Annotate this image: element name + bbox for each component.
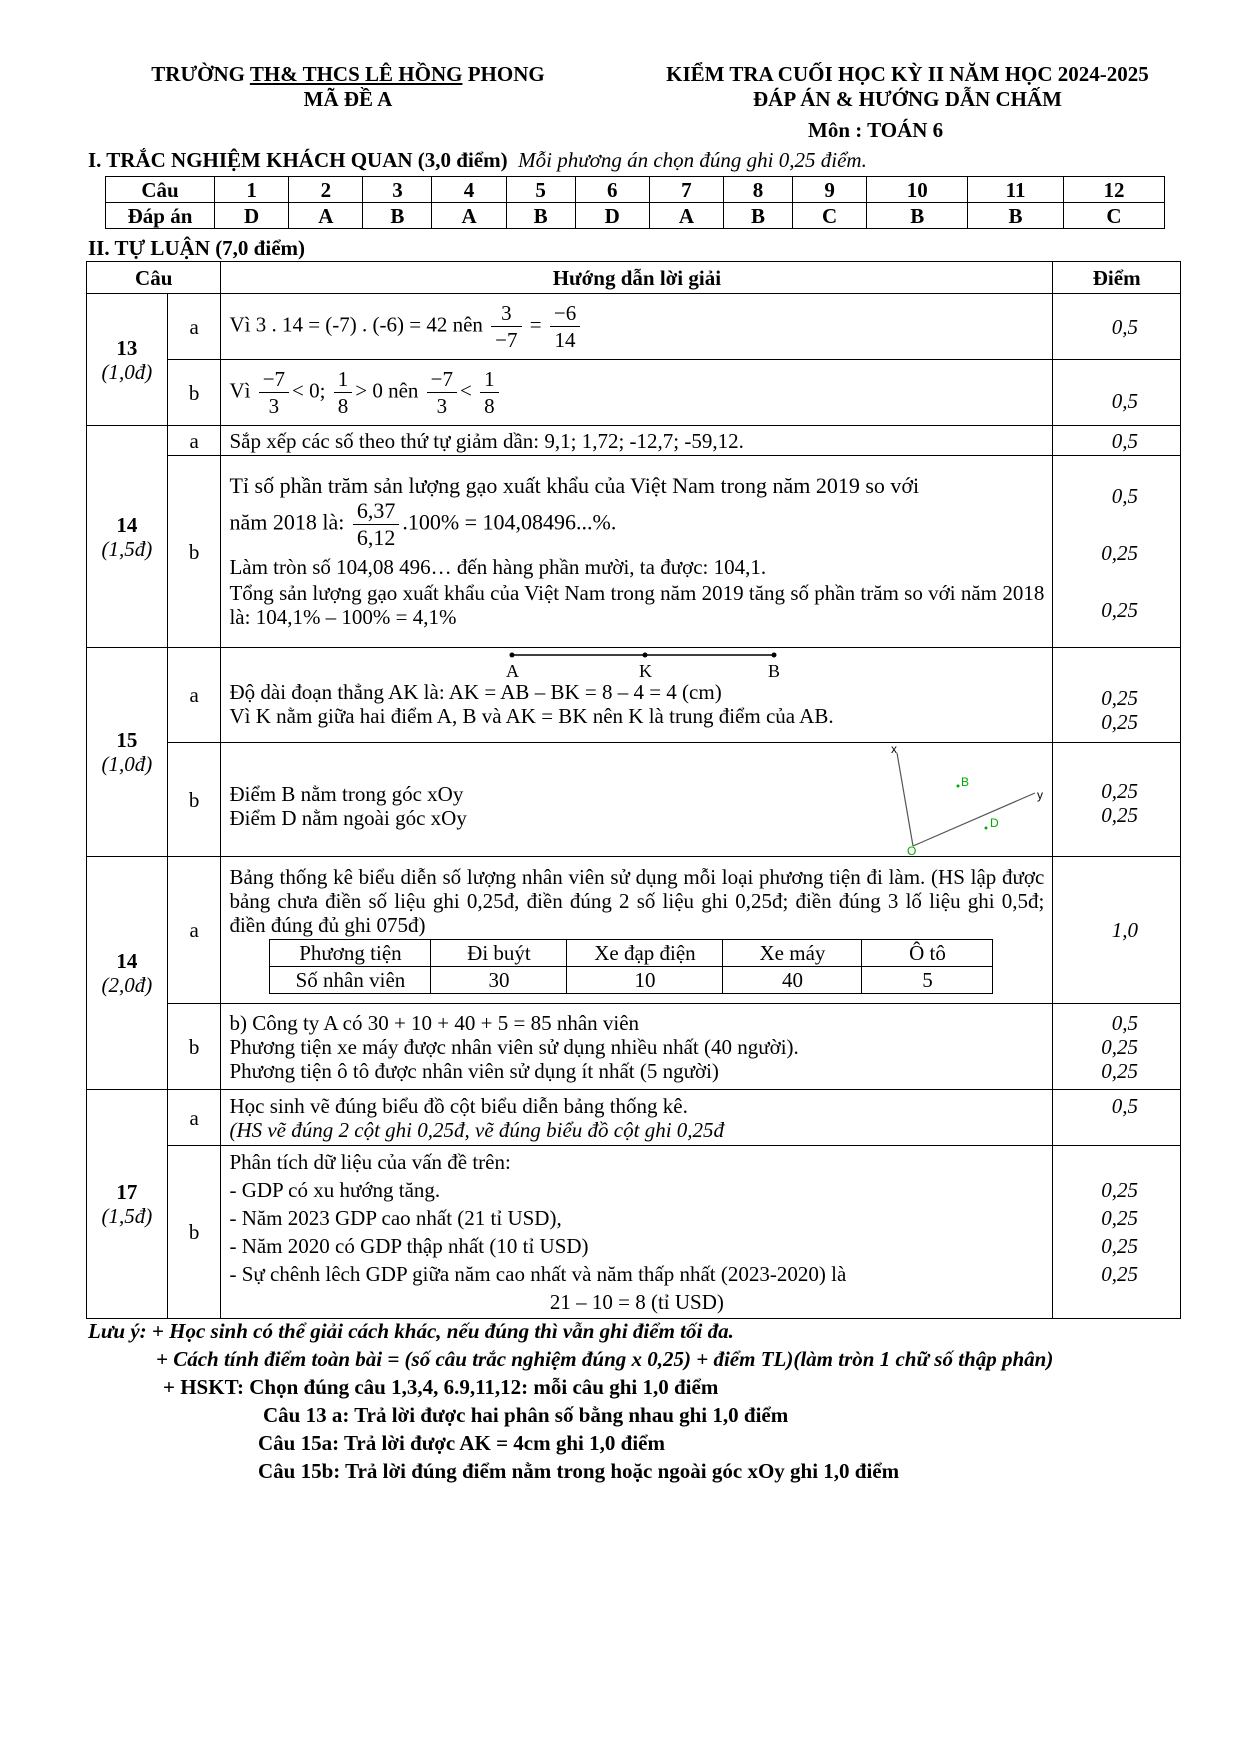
multiple-choice-table xyxy=(105,176,1165,229)
q15-label: 15 (1,0đ) xyxy=(87,648,168,857)
q16a-solution: Bảng thống kê biểu diễn số lượng nhân viên sử dụng mỗi loại phương tiện đi làm. (HS lập được bảng chưa điền số liệu ghi 0,25đ, điền đúng 2 số liệu ghi 0,25đ; điền đúng 3 lố liệu ghi 0,5đ; điền đúng đủ ghi 075đ) Phương tiện Đi buýt Xe đạp điện Xe máy Ô tô Số nhân viên 30 10 40 5 xyxy=(221,857,1053,1004)
mc-a: A xyxy=(289,203,363,229)
mc-label-answer: Đáp án xyxy=(106,203,215,229)
col-points: Điểm xyxy=(1053,262,1181,294)
fraction: $\frac{1}{8}$ xyxy=(480,366,499,419)
subject: Môn : TOÁN 6 xyxy=(808,118,944,142)
fraction: $\frac{-7}{3}$ xyxy=(259,366,289,419)
mc-q: 1 xyxy=(215,177,289,203)
mc-a: B xyxy=(724,203,793,229)
mc-q: 10 xyxy=(867,177,968,203)
mc-q: 7 xyxy=(649,177,723,203)
label-b: B xyxy=(768,661,781,680)
mc-a: B xyxy=(363,203,432,229)
point-k xyxy=(643,653,648,658)
mc-a: A xyxy=(649,203,723,229)
q16a-row: 14 (2,0đ) a Bảng thống kê biểu diễn số lượng nhân viên sử dụng mỗi loại phương tiện đi làm. (HS lập được bảng chưa điền số liệu ghi 0,25đ, điền đúng 2 số liệu ghi 0,25đ; điền đúng 3 lố liệu ghi 0,5đ; điền đúng đủ ghi 075đ) Phương tiện Đi buýt Xe đạp điện Xe máy Ô tô Số nhân viên 30 10 40 5 1,0 xyxy=(87,857,1181,1004)
q16-label: 14 (2,0đ) xyxy=(87,857,168,1090)
label-a: A xyxy=(506,661,520,680)
note-line: + HSKT: Chọn đúng câu 1,3,4, 6.9,11,12: mỗi câu ghi 1,0 điểm xyxy=(163,1375,719,1399)
fraction: $\frac{6,37}{6,12}$ xyxy=(353,498,400,551)
note-line: Câu 15a: Trả lời được AK = 4cm ghi 1,0 điểm xyxy=(258,1431,665,1455)
q15b-points: 0,25 0,25 xyxy=(1053,743,1181,857)
school-name: TRƯỜNG TH& THCS LÊ HỒNG PHONG xyxy=(151,62,545,86)
mc-q: 3 xyxy=(363,177,432,203)
mc-q: 4 xyxy=(432,177,506,203)
fraction: $\frac{-7}{3}$ xyxy=(427,366,457,419)
q17a-points: 0,5 xyxy=(1053,1090,1181,1146)
mc-a: B xyxy=(867,203,968,229)
q17b-solution: Phân tích dữ liệu của vấn đề trên: - GDP có xu hướng tăng. - Năm 2023 GDP cao nhất (21 tỉ USD), - Năm 2020 có GDP thập nhất (10 tỉ USD) - Sự chênh lêch GDP giữa năm cao nhất và năm thấp nhất (2023-2020) là 21 – 10 = 8 (tỉ USD) xyxy=(221,1146,1053,1319)
q14b-row: b Tỉ số phần trăm sản lượng gạo xuất khẩu của Việt Nam trong năm 2019 so với năm 2018 là: $\frac{6,37}{6,12}$ .100% = 104,08496...%. Làm tròn số 104,08 496… đến hàng phần mười, ta được: 104,1. Tổng sản lượng gạo xuất khẩu của Việt Nam trong năm 2019 tăng số phần trăm so với năm 2018 là: 104,1% – 100% = 4,1% 0,5 0,25 0,25 xyxy=(87,456,1181,648)
essay-header-row xyxy=(87,262,1181,294)
q13b-solution: Vì $\frac{-7}{3}$ < 0; $\frac{1}{8}$ > 0 nên $\frac{-7}{3}$ < $\frac{1}{8}$ xyxy=(221,360,1053,426)
notes xyxy=(88,1317,1178,1485)
label-b: B xyxy=(961,775,970,789)
dot-b xyxy=(957,785,960,788)
label-o: O xyxy=(907,844,917,855)
q17a-row: 17 (1,5đ) a Học sinh vẽ đúng biểu đồ cột biểu diễn bảng thống kê. (HS vẽ đúng 2 cột ghi 0,25đ, vẽ đúng biểu đồ cột ghi 0,25đ 0,5 xyxy=(87,1090,1181,1146)
exam-code: MÃ ĐỀ A xyxy=(303,87,393,111)
mc-answer-row xyxy=(106,203,1165,229)
ray-ox xyxy=(897,753,913,846)
point-a xyxy=(510,653,515,658)
col-guide: Hướng dẫn lời giải xyxy=(221,262,1053,294)
fraction: $\frac{3}{-7}$ xyxy=(491,300,521,353)
mc-a: C xyxy=(792,203,866,229)
angle-diagram xyxy=(877,743,1052,855)
q16b-row: b b) Công ty A có 30 + 10 + 40 + 5 = 85 nhân viên Phương tiện xe máy được nhân viên sử dụng nhiều nhất (40 người). Phương tiện ô tô được nhân viên sử dụng ít nhất (5 người) 0,5 0,25 0,25 xyxy=(87,1004,1181,1090)
mc-question-row xyxy=(106,177,1165,203)
mc-a: B xyxy=(968,203,1064,229)
mc-q: 9 xyxy=(792,177,866,203)
label-d: D xyxy=(990,816,999,830)
note-line: + Cách tính điểm toàn bài = (số câu trắc nghiệm đúng x 0,25) + điểm TL)(làm tròn 1 chữ số thập phân) xyxy=(156,1347,1054,1371)
mc-label-question: Câu xyxy=(106,177,215,203)
point-b xyxy=(772,653,777,658)
q13a-points: 0,5 xyxy=(1053,294,1181,360)
mc-q: 2 xyxy=(289,177,363,203)
fraction: $\frac{-6}{14}$ xyxy=(550,300,580,353)
col-question: Câu xyxy=(87,262,221,294)
mc-a: B xyxy=(506,203,575,229)
header-right xyxy=(615,62,1200,112)
fraction: $\frac{1}{8}$ xyxy=(334,366,353,419)
mc-a: A xyxy=(432,203,506,229)
q13a-row: 13 (1,0đ) a Vì 3 . 14 = (-7) . (-6) = 42 nên $\frac{3}{-7}$ = $\frac{-6}{14}$ 0,5 xyxy=(87,294,1181,360)
label-x: x xyxy=(891,743,898,756)
mc-q: 8 xyxy=(724,177,793,203)
mc-a: C xyxy=(1063,203,1164,229)
q16b-solution: b) Công ty A có 30 + 10 + 40 + 5 = 85 nhân viên Phương tiện xe máy được nhân viên sử dụng nhiều nhất (40 người). Phương tiện ô tô được nhân viên sử dụng ít nhất (5 người) xyxy=(221,1004,1053,1090)
q13b-row: b Vì $\frac{-7}{3}$ < 0; $\frac{1}{8}$ > 0 nên $\frac{-7}{3}$ < $\frac{1}{8}$ 0,5 xyxy=(87,360,1181,426)
note-line: Câu 13 a: Trả lời được hai phân số bằng nhau ghi 1,0 điểm xyxy=(263,1403,789,1427)
q13b-points: 0,5 xyxy=(1053,360,1181,426)
header-left xyxy=(88,62,608,112)
q13a-solution: Vì 3 . 14 = (-7) . (-6) = 42 nên $\frac{3}{-7}$ = $\frac{-6}{14}$ xyxy=(221,294,1053,360)
note-line: Lưu ý: + Học sinh có thể giải cách khác, nếu đúng thì vẫn ghi điểm tối đa. xyxy=(88,1319,734,1343)
q15a-solution: A K B Độ dài đoạn thẳng AK là: AK = AB – BK = 8 – 4 = 4 (cm) Vì K nằm giữa hai điểm A, B và AK = BK nên K là trung điểm của AB. xyxy=(221,648,1053,743)
mc-a: D xyxy=(215,203,289,229)
mc-q: 5 xyxy=(506,177,575,203)
section1-title: I. TRẮC NGHIỆM KHÁCH QUAN (3,0 điểm) Mỗi phương án chọn đúng ghi 0,25 điểm. xyxy=(88,148,867,172)
segment-diagram xyxy=(229,650,1029,680)
q17b-row: b Phân tích dữ liệu của vấn đề trên: - GDP có xu hướng tăng. - Năm 2023 GDP cao nhất (21 tỉ USD), - Năm 2020 có GDP thập nhất (10 tỉ USD) - Sự chênh lêch GDP giữa năm cao nhất và năm thấp nhất (2023-2020) là 21 – 10 = 8 (tỉ USD) 0,25 0,25 0,25 0,25 xyxy=(87,1146,1181,1319)
mc-q: 6 xyxy=(575,177,649,203)
mc-q: 12 xyxy=(1063,177,1164,203)
q14b-points: 0,5 0,25 0,25 xyxy=(1053,456,1181,648)
ray-oy xyxy=(913,793,1035,846)
exam-title: KIỂM TRA CUỐI HỌC KỲ II NĂM HỌC 2024-2025 xyxy=(666,62,1149,86)
transport-header: Phương tiện Đi buýt Xe đạp điện Xe máy Ô tô xyxy=(270,939,993,966)
q14a-points: 0,5 xyxy=(1053,426,1181,456)
q17b-points: 0,25 0,25 0,25 0,25 xyxy=(1053,1146,1181,1319)
note-line: Câu 15b: Trả lời đúng điểm nằm trong hoặc ngoài góc xOy ghi 1,0 điểm xyxy=(258,1459,900,1483)
mc-a: D xyxy=(575,203,649,229)
q14b-solution: Tỉ số phần trăm sản lượng gạo xuất khẩu của Việt Nam trong năm 2019 so với năm 2018 là: $\frac{6,37}{6,12}$ .100% = 104,08496...%. Làm tròn số 104,08 496… đến hàng phần mười, ta được: 104,1. Tổng sản lượng gạo xuất khẩu của Việt Nam trong năm 2019 tăng số phần trăm so với năm 2018 là: 104,1% – 100% = 4,1% xyxy=(221,456,1053,648)
q16a-points: 1,0 xyxy=(1053,857,1181,1004)
section2-title: II. TỰ LUẬN (7,0 điểm) xyxy=(88,236,306,260)
transport-table xyxy=(269,939,993,994)
label-k: K xyxy=(639,661,653,680)
label-y: y xyxy=(1037,788,1044,802)
q14-label: 14 (1,5đ) xyxy=(87,426,168,648)
q17-label: 17 (1,5đ) xyxy=(87,1090,168,1319)
q15b-solution: Điểm B nằm trong góc xOy Điểm D nằm ngoài góc xOy x y O B D xyxy=(221,743,1053,857)
answer-title: ĐÁP ÁN & HƯỚNG DẪN CHẤM xyxy=(753,87,1062,111)
mc-q: 11 xyxy=(968,177,1064,203)
essay-table xyxy=(86,261,1181,1319)
q16b-points: 0,5 0,25 0,25 xyxy=(1053,1004,1181,1090)
q15b-row: b Điểm B nằm trong góc xOy Điểm D nằm ngoài góc xOy x y O B D 0,25 0,25 xyxy=(87,743,1181,857)
q17a-solution: Học sinh vẽ đúng biểu đồ cột biểu diễn bảng thống kê. (HS vẽ đúng 2 cột ghi 0,25đ, vẽ đúng biểu đồ cột ghi 0,25đ xyxy=(221,1090,1053,1146)
transport-values: Số nhân viên 30 10 40 5 xyxy=(270,966,993,993)
q14a-row: 14 (1,5đ) a Sắp xếp các số theo thứ tự giảm dần: 9,1; 1,72; -12,7; -59,12. 0,5 xyxy=(87,426,1181,456)
q15a-row: 15 (1,0đ) a A K B Độ dài đoạn thẳng AK là: AK = AB – BK = 8 – 4 = 4 (cm) Vì K nằm giữa hai điểm A, B và AK = BK nên K là trung điểm của AB. 0,25 0,25 xyxy=(87,648,1181,743)
q13-label: 13 (1,0đ) xyxy=(87,294,168,426)
q15a-points: 0,25 0,25 xyxy=(1053,648,1181,743)
dot-d xyxy=(985,827,988,830)
q14a-solution: Sắp xếp các số theo thứ tự giảm dần: 9,1; 1,72; -12,7; -59,12. xyxy=(221,426,1053,456)
